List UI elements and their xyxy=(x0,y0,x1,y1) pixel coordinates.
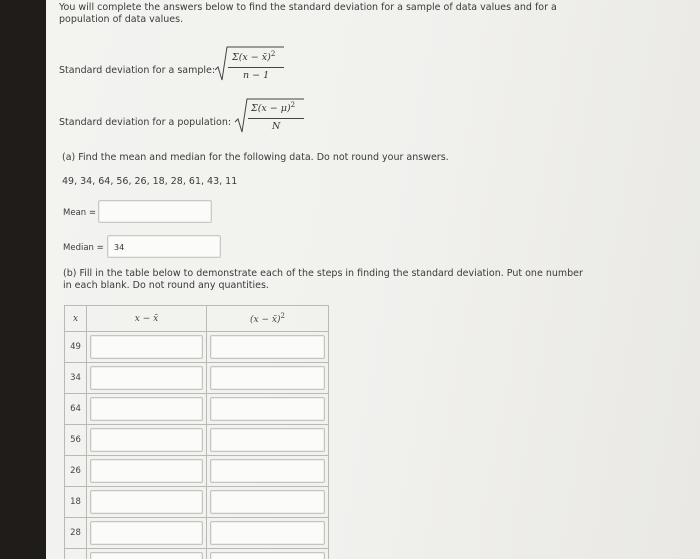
squared-deviation-input[interactable] xyxy=(210,490,325,514)
deviation-input[interactable] xyxy=(90,521,203,545)
intro-text: You will complete the answers below to find the standard deviation for a sample of data values and for a population of data values. xyxy=(59,2,557,25)
deviation-input[interactable] xyxy=(90,366,203,390)
x-value: 26 xyxy=(65,456,87,487)
steps-table xyxy=(64,305,329,559)
mean-input[interactable] xyxy=(98,200,212,223)
x-value: 18 xyxy=(65,487,87,518)
header-x: x xyxy=(65,306,87,332)
table-header-row xyxy=(65,306,329,332)
mean-label: Mean = xyxy=(63,208,96,218)
population-formula-label: Standard deviation for a population: xyxy=(59,117,232,128)
x-value: 34 xyxy=(65,363,87,394)
table-row xyxy=(65,363,329,394)
table-row xyxy=(65,456,329,487)
sample-formula-label: Standard deviation for a sample: xyxy=(59,65,216,76)
sample-denominator: n − 1 xyxy=(243,70,270,81)
deviation-input[interactable] xyxy=(90,490,203,514)
sample-fraction-bar xyxy=(228,67,284,68)
part-a-prompt: (a) Find the mean and median for the following data. Do not round your answers. xyxy=(62,152,449,163)
x-value xyxy=(65,549,87,559)
squared-deviation-input[interactable] xyxy=(210,552,325,559)
deviation-input[interactable] xyxy=(90,335,203,359)
worksheet xyxy=(46,0,700,559)
squared-deviation-input[interactable] xyxy=(210,521,325,545)
header-deviation: x − x̄ xyxy=(87,306,207,332)
x-value: 56 xyxy=(65,425,87,456)
median-input[interactable]: 34 xyxy=(107,235,221,258)
population-numerator: $\Sigma(x - \mu)^2$ xyxy=(251,101,296,115)
table-row xyxy=(65,549,329,559)
part-a-data: 49, 34, 64, 56, 26, 18, 28, 61, 43, 11 xyxy=(62,176,238,187)
x-value: 49 xyxy=(65,332,87,363)
table-row xyxy=(65,332,329,363)
deviation-input[interactable] xyxy=(90,428,203,452)
squared-deviation-input[interactable] xyxy=(210,459,325,483)
squared-deviation-input[interactable] xyxy=(210,335,325,359)
squared-deviation-input[interactable] xyxy=(210,428,325,452)
table-row xyxy=(65,518,329,549)
x-value: 28 xyxy=(65,518,87,549)
population-fraction-bar xyxy=(248,118,304,119)
table-row xyxy=(65,394,329,425)
population-denominator: N xyxy=(272,121,281,132)
deviation-input[interactable] xyxy=(90,397,203,421)
deviation-input[interactable] xyxy=(90,552,203,559)
deviation-input[interactable] xyxy=(90,459,203,483)
squared-deviation-input[interactable] xyxy=(210,366,325,390)
squared-deviation-input[interactable] xyxy=(210,397,325,421)
part-b-prompt: (b) Fill in the table below to demonstrate each of the steps in finding the standard deviation. Put one number in each blank. Do not round any quantities. xyxy=(63,268,583,291)
table-row xyxy=(65,487,329,518)
median-label: Median = xyxy=(63,243,104,253)
sample-numerator: Σ(x − x̄)$^2$ xyxy=(232,50,276,64)
table-row xyxy=(65,425,329,456)
header-squared-deviation: (x − x̄)$^2$ xyxy=(207,306,329,332)
x-value: 64 xyxy=(65,394,87,425)
